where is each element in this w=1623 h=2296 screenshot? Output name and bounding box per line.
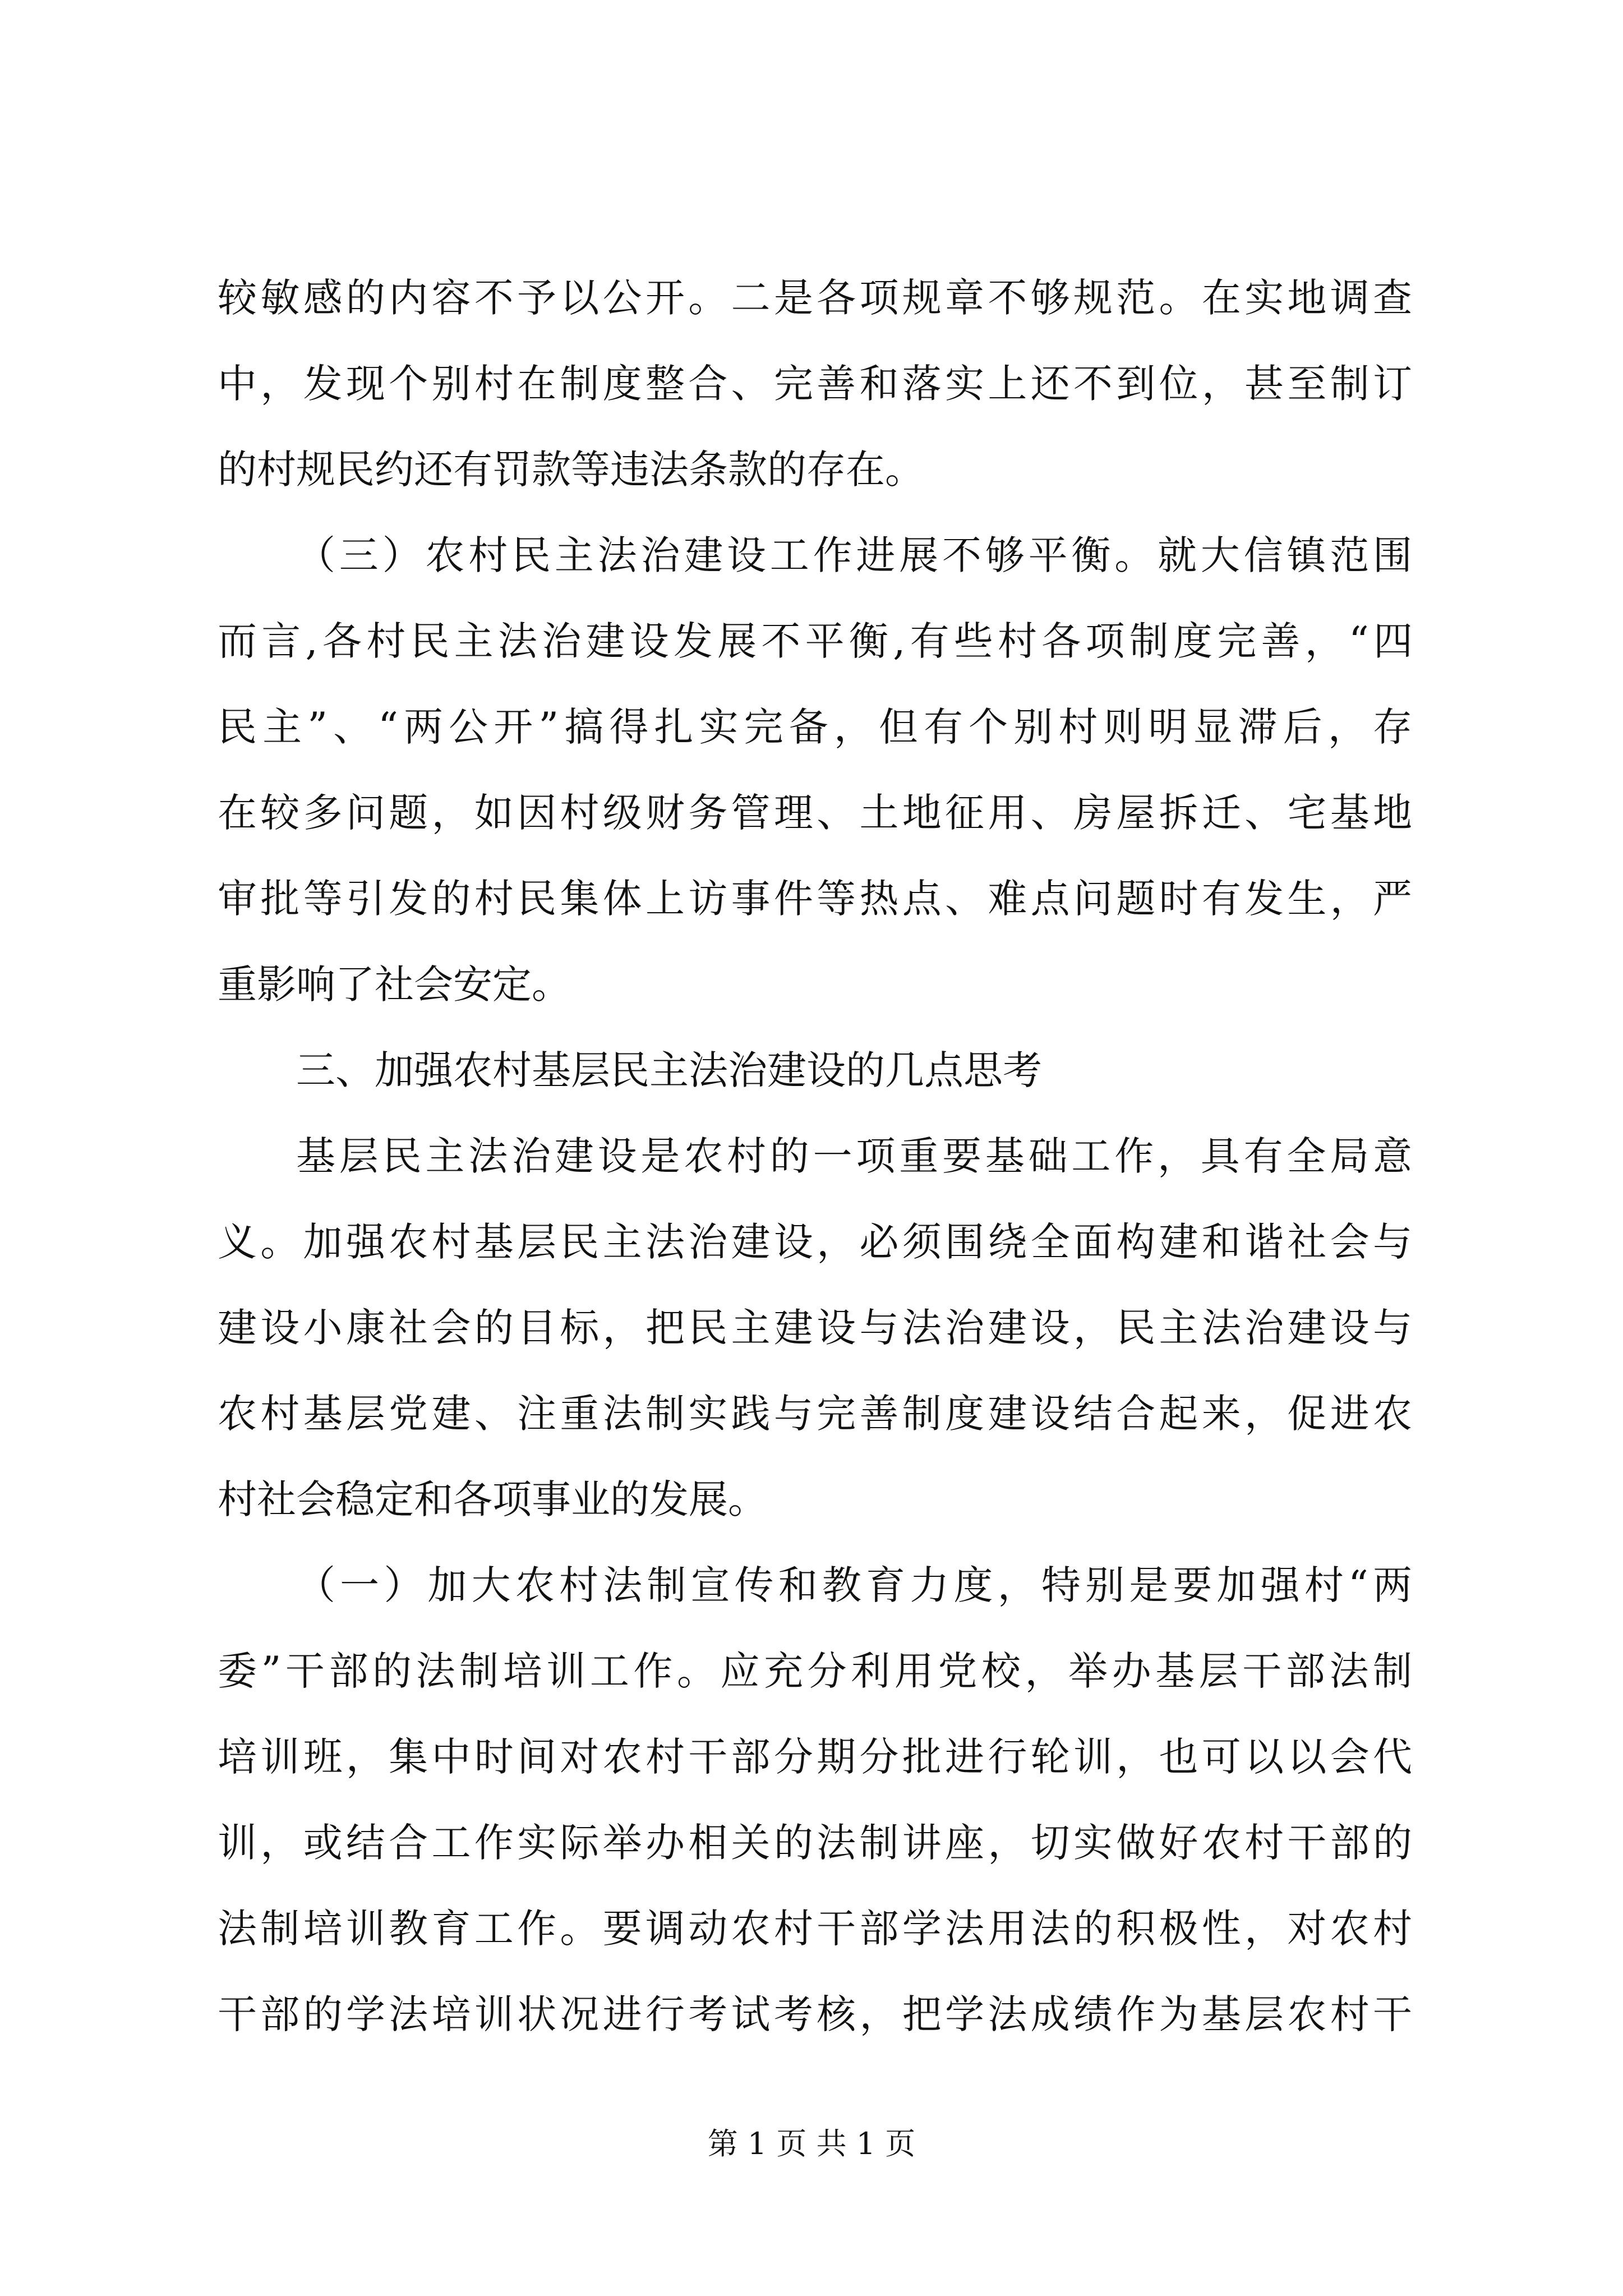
- text-line: 的村规民约还有罚款等违法条款的存在。: [218, 447, 924, 493]
- page-number-footer: 第 1 页 共 1 页: [707, 2126, 916, 2161]
- text-line: 委”干部的法制培训工作。应充分利用党校，举办基层干部法制: [218, 1648, 1412, 1694]
- text-line: 法制培训教育工作。要调动农村干部学法用法的积极性，对农村: [218, 1906, 1412, 1952]
- text-line: 训，或结合工作实际举办相关的法制讲座，切实做好农村干部的: [218, 1820, 1412, 1866]
- text-line: 基层民主法治建设是农村的一项重要基础工作，具有全局意: [296, 1133, 1412, 1179]
- text-line: 义。加强农村基层民主法治建设，必须围绕全面构建和谐社会与: [218, 1219, 1412, 1265]
- text-line: 干部的学法培训状况进行考试考核，把学法成绩作为基层农村干: [218, 1991, 1412, 2037]
- text-line: 而言,各村民主法治建设发展不平衡,有些村各项制度完善，“四: [218, 618, 1412, 664]
- text-line: 民主”、“两公开”搞得扎实完备，但有个别村则明显滞后，存: [218, 704, 1412, 750]
- text-line: 农村基层党建、注重法制实践与完善制度建设结合起来，促进农: [218, 1391, 1412, 1437]
- text-line: 建设小康社会的目标，把民主建设与法治建设，民主法治建设与: [218, 1305, 1412, 1351]
- section-heading-line: （三）农村民主法治建设工作进展不够平衡。就大信镇范围: [296, 532, 1412, 578]
- chapter-heading: 三、加强农村基层民主法治建设的几点思考: [296, 1047, 1042, 1093]
- text-line: 中，发现个别村在制度整合、完善和落实上还不到位，甚至制订: [218, 361, 1412, 407]
- text-line: 较敏感的内容不予以公开。二是各项规章不够规范。在实地调查: [218, 275, 1412, 321]
- text-line: 培训班，集中时间对农村干部分期分批进行轮训，也可以以会代: [218, 1734, 1412, 1780]
- document-body: [218, 255, 1412, 2058]
- text-line: 重影响了社会安定。: [218, 961, 571, 1007]
- text-line: 在较多问题，如因村级财务管理、土地征用、房屋拆迁、宅基地: [218, 790, 1412, 836]
- section-heading-line: （一）加大农村法制宣传和教育力度，特别是要加强村“两: [296, 1562, 1412, 1608]
- text-line: 村社会稳定和各项事业的发展。: [218, 1476, 767, 1522]
- text-line: 审批等引发的村民集体上访事件等热点、难点问题时有发生，严: [218, 876, 1412, 922]
